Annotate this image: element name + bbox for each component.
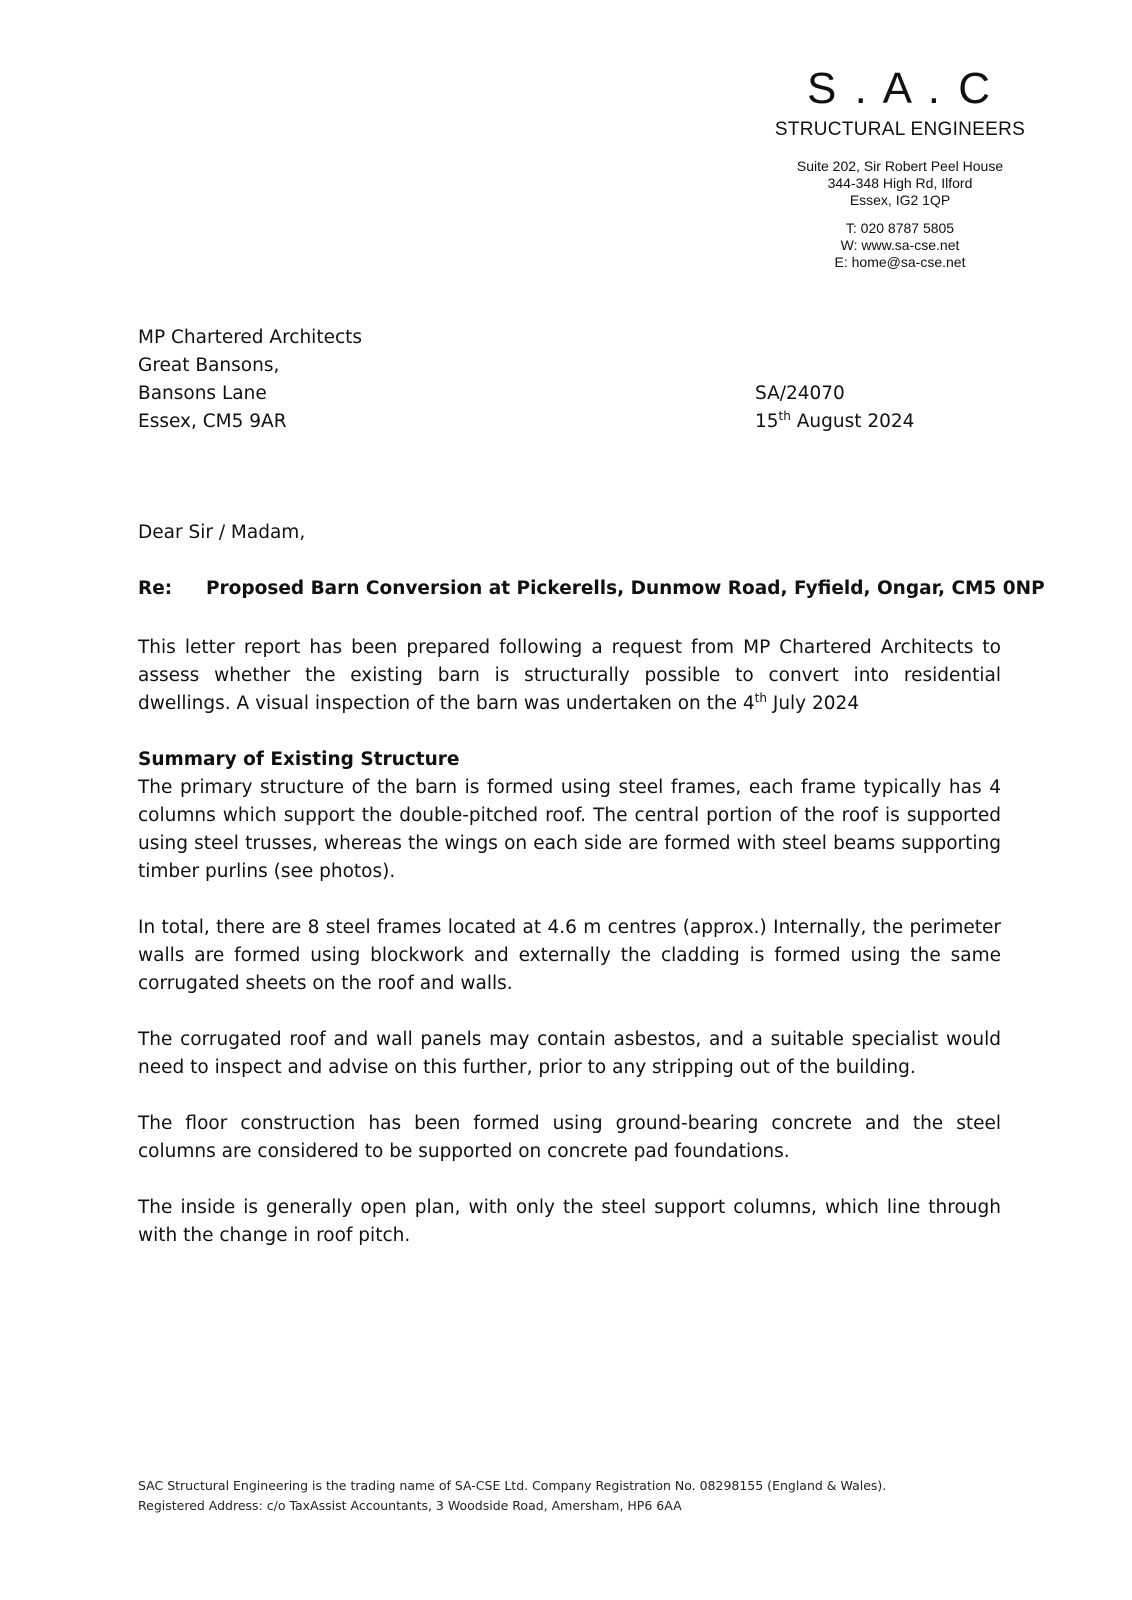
body-paragraph: The corrugated roof and wall panels may contain asbestos, and a suitable specialist would need to inspect and advise on this further, prior to any stripping out of the building. — [138, 1029, 1001, 1078]
reference-block — [755, 380, 914, 436]
email: E: home@sa-cse.net — [834, 254, 966, 270]
letter-date: 15th August 2024 — [755, 409, 915, 432]
recipient-line: Essex, CM5 9AR — [138, 411, 287, 432]
intro-paragraph: This letter report has been prepared following a request from MP Chartered Architects to assess whether the existing barn is structurally possible to convert into residential dwellings. A visual inspection of the barn was undertaken on the 4th July 2024 — [138, 637, 1001, 714]
salutation: Dear Sir / Madam, — [138, 522, 306, 543]
company-contact — [700, 220, 1100, 271]
company-address — [700, 158, 1100, 209]
reference-number: SA/24070 — [755, 383, 845, 404]
footer-line: Registered Address: c/o TaxAssist Accountants, 3 Woodside Road, Amersham, HP6 6AA — [138, 1498, 682, 1513]
subject-prefix: Re: — [138, 578, 173, 599]
recipient-line: Bansons Lane — [138, 383, 267, 404]
body-paragraph: In total, there are 8 steel frames located at 4.6 m centres (approx.) Internally, the perimeter walls are formed using blockwork and externally the cladding is formed using the same corrugated sheets on the roof and walls. — [138, 917, 1001, 994]
body-paragraph: The primary structure of the barn is formed using steel frames, each frame typically has 4 columns which support the double-pitched roof. The central portion of the roof is supported using steel trusses, whereas the wings on each side are formed with steel beams supporting timber purlins (see photos). — [138, 777, 1001, 882]
body-paragraph: The inside is generally open plan, with only the steel support columns, which line through with the change in roof pitch. — [138, 1197, 1001, 1246]
recipient-address — [138, 324, 362, 436]
subject-text: Proposed Barn Conversion at Pickerells, Dunmow Road, Fyfield, Ongar, CM5 0NP — [206, 578, 1045, 599]
phone-number: T: 020 8787 5805 — [845, 220, 955, 236]
company-subtitle: STRUCTURAL ENGINEERS — [774, 119, 1026, 140]
section-heading: Summary of Existing Structure — [138, 749, 460, 770]
company-logo: S . A . C — [807, 64, 993, 113]
footer-line: SAC Structural Engineering is the trading name of SA-CSE Ltd. Company Registration No. 08298155 (England & Wales). — [138, 1478, 887, 1493]
subject-line — [138, 578, 1045, 599]
letterhead — [700, 62, 1100, 270]
address-line: Essex, IG2 1QP — [849, 192, 951, 208]
website: W: www.sa-cse.net — [840, 237, 960, 253]
letter-body — [138, 634, 1001, 1278]
recipient-line: Great Bansons, — [138, 355, 280, 376]
address-line: Suite 202, Sir Robert Peel House — [796, 158, 1004, 174]
body-paragraph: The floor construction has been formed using ground-bearing concrete and the steel columns are considered to be supported on concrete pad foundations. — [138, 1113, 1001, 1162]
page-footer — [138, 1476, 886, 1516]
address-line: 344-348 High Rd, Ilford — [827, 175, 973, 191]
recipient-line: MP Chartered Architects — [138, 327, 363, 348]
